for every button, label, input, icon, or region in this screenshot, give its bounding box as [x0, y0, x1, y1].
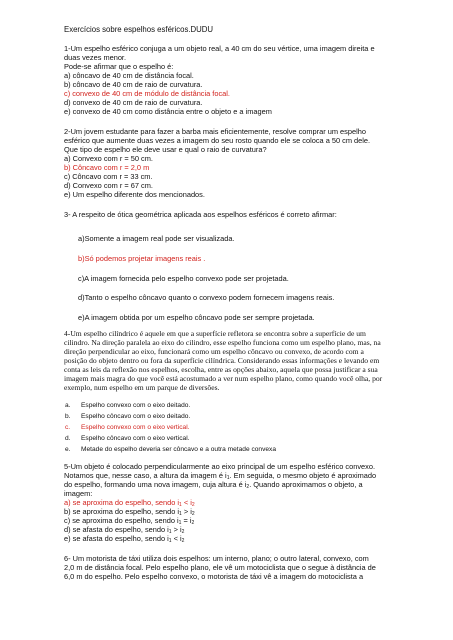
subscript: 2 — [181, 538, 185, 544]
subscript: 1 — [178, 520, 182, 526]
q5-option-a-answer — [64, 498, 195, 507]
q5-relation: > i — [181, 507, 192, 516]
q1-option-d: d) convexo de 40 cm de raio de curvatura. — [64, 98, 203, 107]
q5-stem-text: . Em seguida, o mesmo objeto é aproximado — [229, 471, 377, 480]
q4-option-text: Espelho convexo com o eixo deitado. — [81, 402, 191, 409]
q4-option-text: Espelho côncavo com o eixo vertical. — [81, 435, 190, 442]
q4-option-number: b. — [65, 413, 71, 420]
subscript: 2 — [191, 511, 195, 517]
q4-option-a — [65, 401, 191, 410]
subscript: 2 — [191, 520, 195, 526]
q6-stem-line: 2,0 m de distância focal. Pelo espelho plano, ele vê um motociclista que o segue à distância de — [64, 563, 376, 572]
q5-option-c — [64, 516, 194, 525]
q5-option-text: e) se afasta do espelho, sendo i — [64, 534, 169, 543]
q5-stem-line: imagem: — [64, 489, 93, 498]
q3-option-b-answer: b)Só podemos projetar imagens reais . — [78, 254, 206, 263]
q6-stem-line: 6,0 m do espelho. Pelo espelho convexo, o motorista de táxi vê a imagem do motociclista a — [64, 572, 364, 581]
q5-stem-line — [64, 471, 376, 480]
q5-option-text: d) se afasta do espelho, sendo i — [64, 525, 169, 534]
subscript: 1 — [226, 475, 230, 481]
q1-option-e: e) convexo de 40 cm como distância entre o objeto e a imagem — [64, 107, 272, 116]
q4-option-number: c. — [65, 424, 71, 431]
q5-option-e — [64, 534, 184, 543]
q4-option-text: Espelho côncavo com o eixo deitado. — [81, 413, 191, 420]
subscript: 2 — [181, 529, 185, 535]
q5-relation: = i — [181, 516, 192, 525]
q4-stem-line: posição do objeto dentro ou fora da superfície cilíndrica. Considerando essas informações e levando em — [64, 356, 380, 365]
q5-relation: > i — [171, 525, 182, 534]
q5-stem-line — [64, 480, 363, 489]
q4-stem-line: 4-Um espelho cilíndrico é aquele em que a superfície refletora se encontra sobre a superfície de um — [64, 329, 366, 338]
q4-option-d — [65, 434, 190, 443]
subscript: 1 — [179, 511, 182, 517]
q5-stem-text: do espelho, formando uma nova imagem, cuja altura é i — [64, 480, 247, 489]
q5-relation: < i — [171, 534, 182, 543]
q1-stem-line: 1-Um espelho esférico conjuga a um objeto real, a 40 cm do seu vértice, uma imagem direita e — [64, 44, 375, 53]
q1-option-b: b) côncavo de 40 cm de raio de curvatura. — [64, 80, 203, 89]
subscript: 1 — [168, 538, 172, 544]
q2-option-e: e) Um espelho diferente dos mencionados. — [64, 190, 205, 199]
document-title: Exercícios sobre espelhos esféricos.DUDU — [64, 25, 214, 34]
q4-stem-line: direção perpendicular ao eixo, funcionará como um espelho côncavo ou convexo, de acordo com a — [64, 347, 364, 356]
q4-option-number: d. — [65, 435, 71, 442]
q3-option-e: e)A imagem obtida por um espelho côncavo pode ser sempre projetada. — [78, 313, 315, 322]
q4-option-number: a. — [65, 402, 71, 409]
q4-stem-line: imagem mais magra do que você está acostumado a ver num espelho plano, como quando você olha, por — [64, 374, 383, 383]
q4-option-text: Metade do espelho deveria ser côncavo e a outra metade convexa — [81, 446, 277, 453]
subscript: 2 — [246, 484, 250, 490]
q4-stem-line: cilindro. Na direção paralela ao eixo do cilindro, esse espelho funciona como um espelho plano, mas, na — [64, 338, 381, 347]
q4-option-e — [65, 445, 277, 454]
q4-option-c-answer — [65, 423, 190, 432]
q3-option-d: d)Tanto o espelho côncavo quanto o convexo podem fornecem imagens reais. — [78, 293, 335, 302]
q6-stem-line: 6- Um motorista de táxi utiliza dois espelhos: um interno, plano; o outro lateral, convexo, com — [64, 554, 369, 563]
q2-option-d: d) Convexo com r = 67 cm. — [64, 181, 153, 190]
q5-option-d — [64, 525, 184, 534]
q5-option-text: c) se aproxima do espelho, sendo i — [64, 516, 179, 525]
q2-stem-line: 2-Um jovem estudante para fazer a barba mais eficientemente, resolve comprar um espelho — [64, 127, 366, 136]
q4-option-b — [65, 412, 191, 421]
subscript: 1 — [179, 502, 182, 508]
q4-option-number: e. — [65, 446, 71, 453]
q5-relation: < i — [181, 498, 192, 507]
q4-stem-line: exemplo, num espelho em um parque de diversões. — [64, 383, 220, 392]
q4-stem-line: conta as leis da reflexão nos espelhos, escolha, entre as opções abaixo, aquela que possa justificar a sua — [64, 365, 378, 374]
q1-stem-line: Pode-se afirmar que o espelho é: — [64, 62, 174, 71]
subscript: 2 — [191, 502, 195, 508]
q2-stem-line: Que tipo de espelho ele deve usar e qual o raio de curvatura? — [64, 145, 267, 154]
q2-stem-line: esférico que aumente duas vezes a imagem do seu rosto quando ele se coloca a 50 cm dele. — [64, 136, 371, 145]
q5-stem-text: . Quando aproximamos o objeto, a — [249, 480, 363, 489]
q1-option-a: a) côncavo de 40 cm de distância focal. — [64, 71, 194, 80]
q1-stem-line: duas vezes menor. — [64, 53, 127, 62]
q3-stem: 3- A respeito de ótica geométrica aplicada aos espelhos esféricos é correto afirmar: — [64, 210, 337, 219]
q5-option-b — [64, 507, 195, 516]
q3-option-a: a)Somente a imagem real pode ser visualizada. — [78, 234, 235, 243]
q1-option-c-answer: c) convexo de 40 cm de módulo de distância focal. — [64, 89, 230, 98]
q5-option-text: a) se aproxima do espelho, sendo i — [64, 498, 180, 507]
q5-option-text: b) se aproxima do espelho, sendo i — [64, 507, 180, 516]
q2-option-b-answer: b) Côncavo com r = 2,0 m — [64, 163, 150, 172]
q2-option-c: c) Côncavo com r = 33 cm. — [64, 172, 153, 181]
q5-stem-line: 5-Um objeto é colocado perpendicularmente ao eixo principal de um espelho esférico convexo. — [64, 462, 375, 471]
q3-option-c: c)A imagem fornecida pelo espelho convexo pode ser projetada. — [78, 274, 289, 283]
q2-option-a: a) Convexo com r = 50 cm. — [64, 154, 153, 163]
q4-option-text: Espelho convexo com o eixo vertical. — [81, 424, 190, 431]
subscript: 1 — [168, 529, 172, 535]
q5-stem-text: Notamos que, nesse caso, a altura da imagem é i — [64, 471, 227, 480]
